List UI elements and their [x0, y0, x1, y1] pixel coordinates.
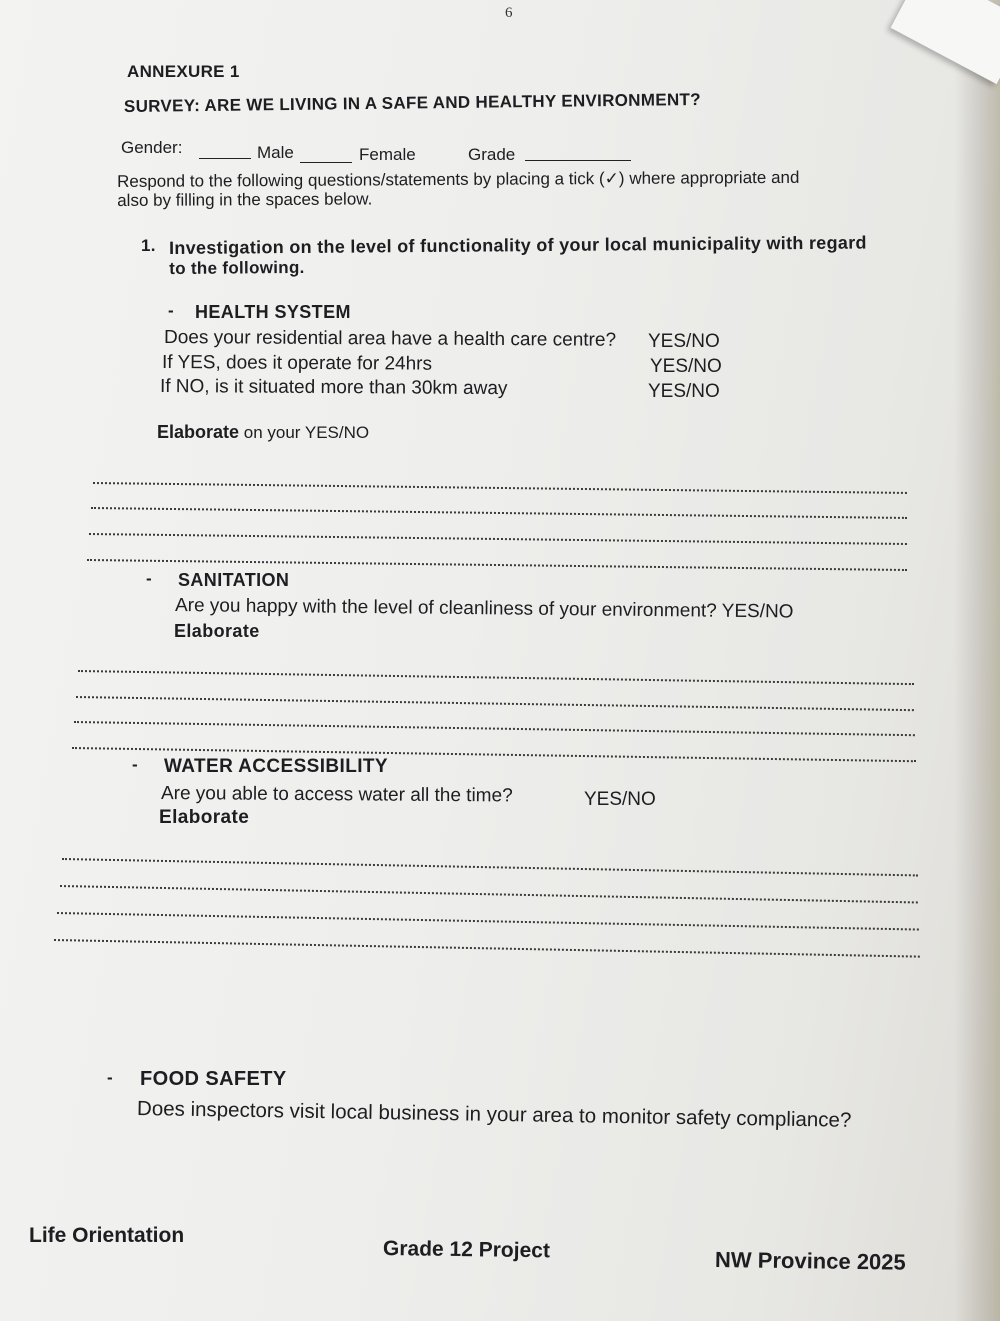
sanitation-answer-line[interactable] — [76, 696, 914, 711]
health-answer-3[interactable]: YES/NO — [648, 381, 720, 402]
water-elaborate: Elaborate — [159, 807, 250, 828]
water-answer[interactable]: YES/NO — [584, 789, 656, 810]
health-elaborate-rest: on your YES/NO — [239, 423, 370, 442]
health-question-3: If NO, is it situated more than 30km away — [159, 376, 508, 400]
female-label: Female — [359, 145, 416, 164]
health-elaborate-prompt — [157, 422, 369, 443]
page-number: 6 — [505, 5, 513, 21]
water-dash: - — [132, 755, 138, 774]
sanitation-answer-line[interactable] — [74, 721, 915, 736]
water-answer-line[interactable] — [60, 885, 918, 903]
question-1 — [169, 233, 867, 279]
question-1-number: 1. — [141, 236, 156, 255]
male-label: Male — [257, 143, 294, 162]
health-answer-line[interactable] — [89, 533, 907, 545]
footer-subject: Life Orientation — [29, 1224, 185, 1247]
sanitation-question: Are you happy with the level of cleanliness of your environment? YES/NO — [174, 595, 794, 623]
water-title: WATER ACCESSIBILITY — [164, 756, 388, 777]
health-answer-1[interactable]: YES/NO — [648, 331, 720, 352]
water-answer-line[interactable] — [62, 858, 918, 876]
health-system-title: HEALTH SYSTEM — [195, 302, 351, 322]
instructions — [117, 168, 800, 210]
footer-province-year: NW Province 2025 — [714, 1247, 906, 1275]
gender-label: Gender: — [121, 138, 183, 157]
sanitation-answer-line[interactable] — [78, 670, 914, 685]
food-safety-title: FOOD SAFETY — [140, 1068, 287, 1090]
sanitation-title: SANITATION — [178, 570, 290, 590]
health-dash: - — [168, 301, 174, 320]
water-question: Are you able to access water all the time? — [160, 783, 513, 807]
annexure-label: ANNEXURE 1 — [127, 62, 240, 81]
health-answer-2[interactable]: YES/NO — [650, 356, 722, 377]
water-answer-line[interactable] — [57, 912, 919, 931]
health-question-1: Does your residential area have a health care centre? — [163, 327, 617, 351]
gender-male-blank[interactable] — [199, 144, 251, 159]
grade-label: Grade — [468, 145, 516, 164]
survey-title: SURVEY: ARE WE LIVING IN A SAFE AND HEALTHY ENVIRONMENT? — [123, 89, 701, 116]
sanitation-elaborate: Elaborate — [174, 621, 260, 641]
footer-project: Grade 12 Project — [382, 1237, 551, 1263]
water-answer-line[interactable] — [54, 939, 920, 958]
question-1-line-2: to the following. — [169, 257, 305, 278]
page-corner-fold — [891, 0, 1000, 84]
instructions-line-1: Respond to the following questions/statements by placing a tick (✓) where appropriate and — [117, 167, 800, 191]
grade-blank[interactable] — [525, 146, 631, 161]
health-answer-line[interactable] — [93, 482, 907, 494]
health-answer-line[interactable] — [91, 507, 907, 519]
page-edge-shadow — [954, 0, 1000, 1321]
health-elaborate-bold: Elaborate — [157, 422, 240, 442]
gender-female-blank[interactable] — [300, 148, 352, 163]
sanitation-dash: - — [146, 569, 152, 588]
food-dash: - — [107, 1068, 113, 1087]
question-1-line-1: Investigation on the level of functionality of your local municipality with regard — [169, 232, 867, 258]
health-question-2: If YES, does it operate for 24hrs — [161, 352, 433, 375]
food-safety-question: Does inspectors visit local business in your area to monitor safety compliance? — [136, 1097, 852, 1132]
instructions-line-2: also by filling in the spaces below. — [117, 189, 373, 210]
